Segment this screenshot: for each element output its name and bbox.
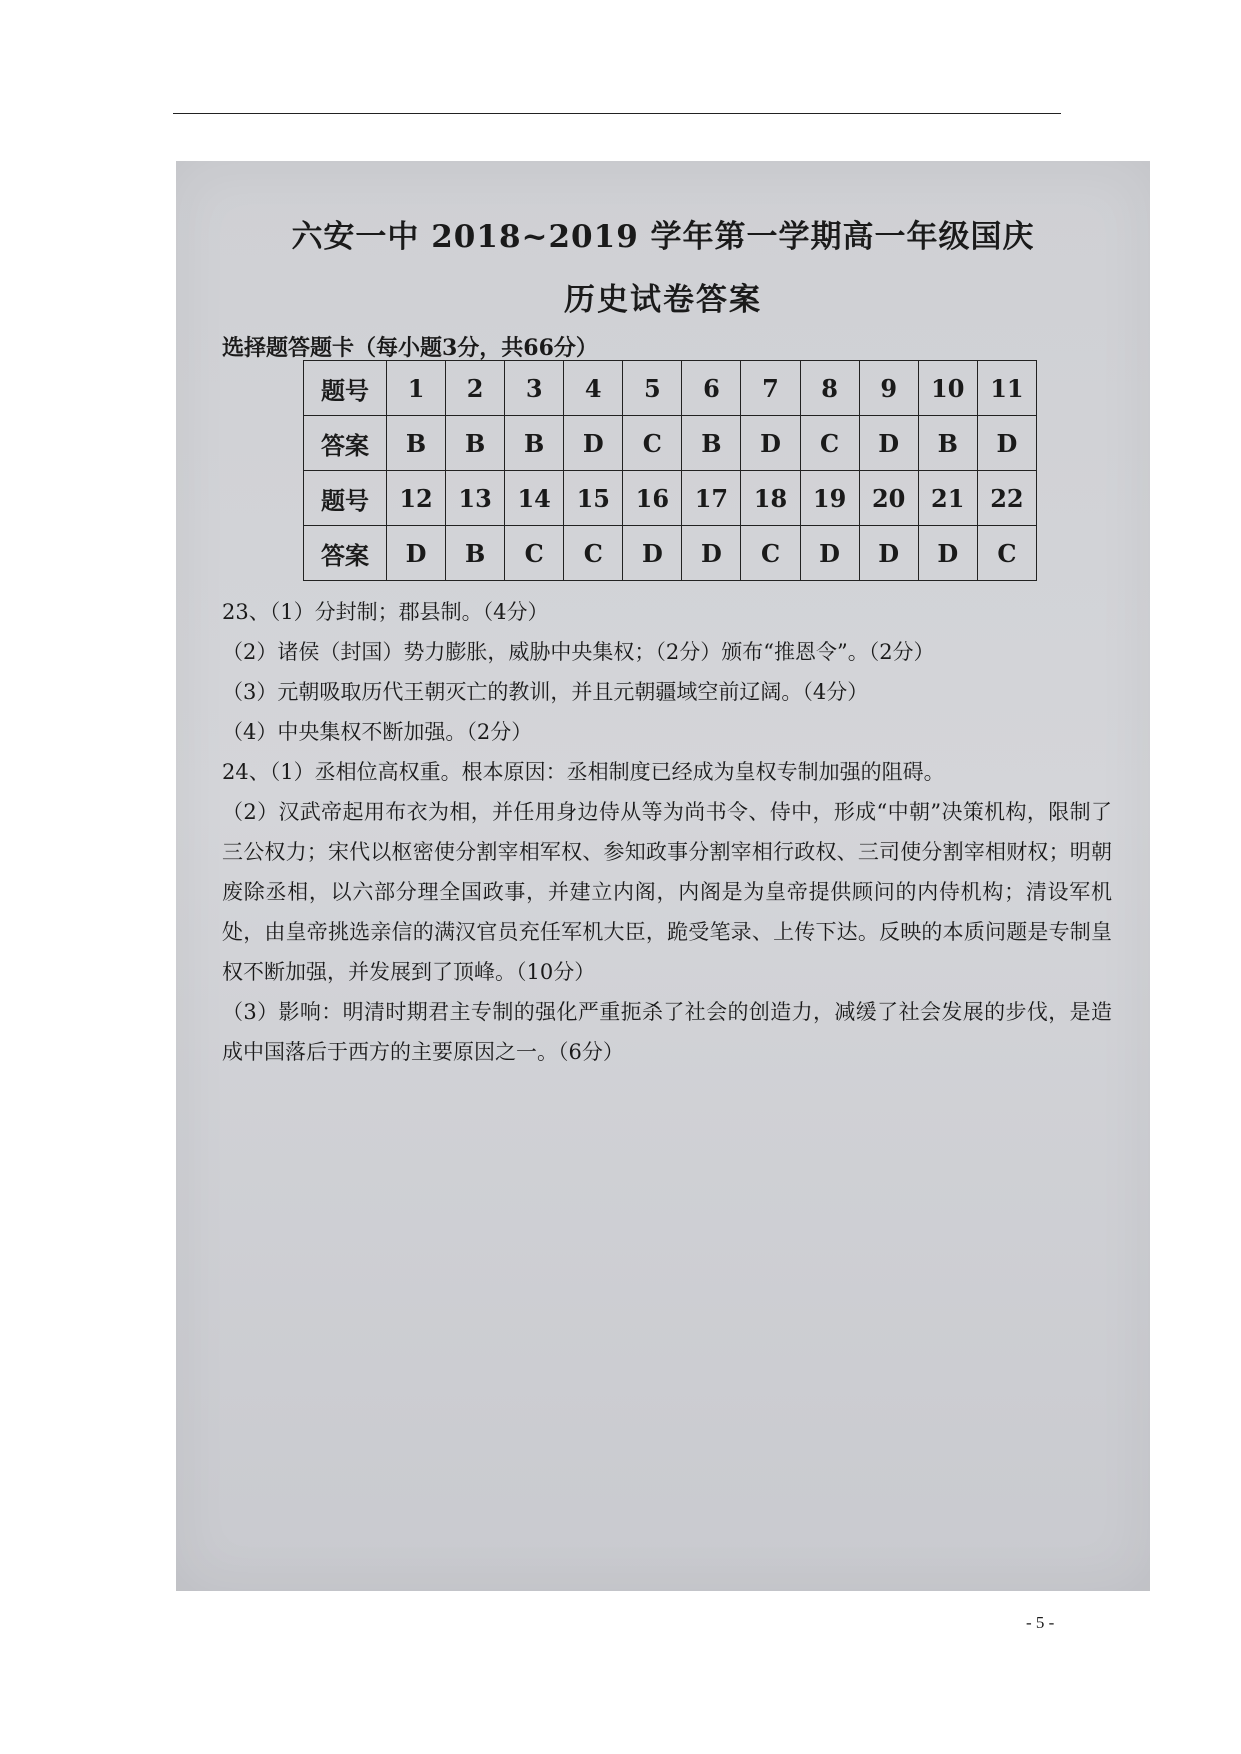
table-cell: B: [446, 526, 505, 581]
answer-23-3: （3）元朝吸取历代王朝灭亡的教训，并且元朝疆域空前辽阔。（4分）: [222, 680, 869, 704]
table-cell: D: [741, 416, 800, 471]
table-cell: 18: [741, 471, 800, 526]
table-cell: 9: [859, 361, 918, 416]
table-cell: 1: [387, 361, 446, 416]
table-cell: 7: [741, 361, 800, 416]
table-cell: D: [564, 416, 623, 471]
table-cell: C: [623, 416, 682, 471]
table-cell: 11: [977, 361, 1036, 416]
title-line-1: 六安一中 2018~2019 学年第一学期高一年级国庆: [291, 219, 1035, 255]
table-cell: C: [977, 526, 1036, 581]
header-rule: [173, 113, 1061, 114]
table-cell: 4: [564, 361, 623, 416]
table-cell: 3: [505, 361, 564, 416]
table-cell: 19: [800, 471, 859, 526]
table-cell: 17: [682, 471, 741, 526]
table-cell: C: [800, 416, 859, 471]
answer-table: [303, 360, 1037, 581]
table-cell: B: [387, 416, 446, 471]
answer-23-1: 23、（1）分封制；郡县制。（4分）: [222, 600, 549, 624]
answer-24-2: （2）汉武帝起用布衣为相，并任用身边侍从等为尚书令、侍中，形成“中朝”决策机构，限制了三公权力；宋代以枢密使分割宰相军权、参知政事分割宰相行政权、三司使分割宰相财权；明朝废除丞相，以六部分理全国政事，并建立内阁，内阁是为皇帝提供顾问的内侍机构；清设军机处，由皇帝挑选亲信的满汉官员充任军机大臣，跪受笔录、上传下达。反映的本质问题是专制皇权不断加强，并发展到了顶峰。（10分）: [222, 800, 1112, 984]
table-cell: B: [446, 416, 505, 471]
table-cell: B: [682, 416, 741, 471]
table-cell: 15: [564, 471, 623, 526]
table-cell: 20: [859, 471, 918, 526]
table-row: [304, 361, 1037, 416]
answer-24-3: （3）影响：明清时期君主专制的强化严重扼杀了社会的创造力，减缓了社会发展的步伐，是造成中国落后于西方的主要原因之一。（6分）: [222, 1000, 1112, 1064]
table-cell: C: [564, 526, 623, 581]
row-header-cell: 答案: [304, 416, 387, 471]
title-line-2: 历史试卷答案: [564, 282, 762, 318]
table-cell: 14: [505, 471, 564, 526]
table-row: [304, 471, 1037, 526]
table-cell: 13: [446, 471, 505, 526]
table-cell: D: [859, 526, 918, 581]
row-header-cell: 题号: [304, 361, 387, 416]
row-header-cell: 题号: [304, 471, 387, 526]
table-cell: 10: [918, 361, 977, 416]
table-cell: 22: [977, 471, 1036, 526]
table-cell: 16: [623, 471, 682, 526]
table-cell: D: [859, 416, 918, 471]
answer-24-1: 24、（1）丞相位高权重。根本原因：丞相制度已经成为皇权专制加强的阻碍。: [222, 760, 945, 784]
table-cell: 8: [800, 361, 859, 416]
page-number: - 5 -: [1026, 1613, 1055, 1632]
table-row: [304, 416, 1037, 471]
answer-card-label: 选择题答题卡（每小题3分，共66分）: [222, 335, 598, 361]
table-cell: D: [682, 526, 741, 581]
table-cell: 21: [918, 471, 977, 526]
table-cell: D: [918, 526, 977, 581]
answer-23-2: （2）诸侯（封国）势力膨胀，威胁中央集权；（2分）颁布“推恩令”。（2分）: [222, 640, 935, 664]
table-cell: B: [505, 416, 564, 471]
row-header-cell: 答案: [304, 526, 387, 581]
table-cell: 6: [682, 361, 741, 416]
table-cell: 2: [446, 361, 505, 416]
table-cell: C: [741, 526, 800, 581]
scanned-answer-sheet: [176, 161, 1150, 1591]
table-cell: D: [387, 526, 446, 581]
table-cell: C: [505, 526, 564, 581]
table-cell: 5: [623, 361, 682, 416]
table-cell: 12: [387, 471, 446, 526]
table-cell: D: [800, 526, 859, 581]
answer-23-4: （4）中央集权不断加强。（2分）: [222, 720, 533, 744]
table-cell: D: [977, 416, 1036, 471]
table-cell: B: [918, 416, 977, 471]
table-cell: D: [623, 526, 682, 581]
table-row: [304, 526, 1037, 581]
